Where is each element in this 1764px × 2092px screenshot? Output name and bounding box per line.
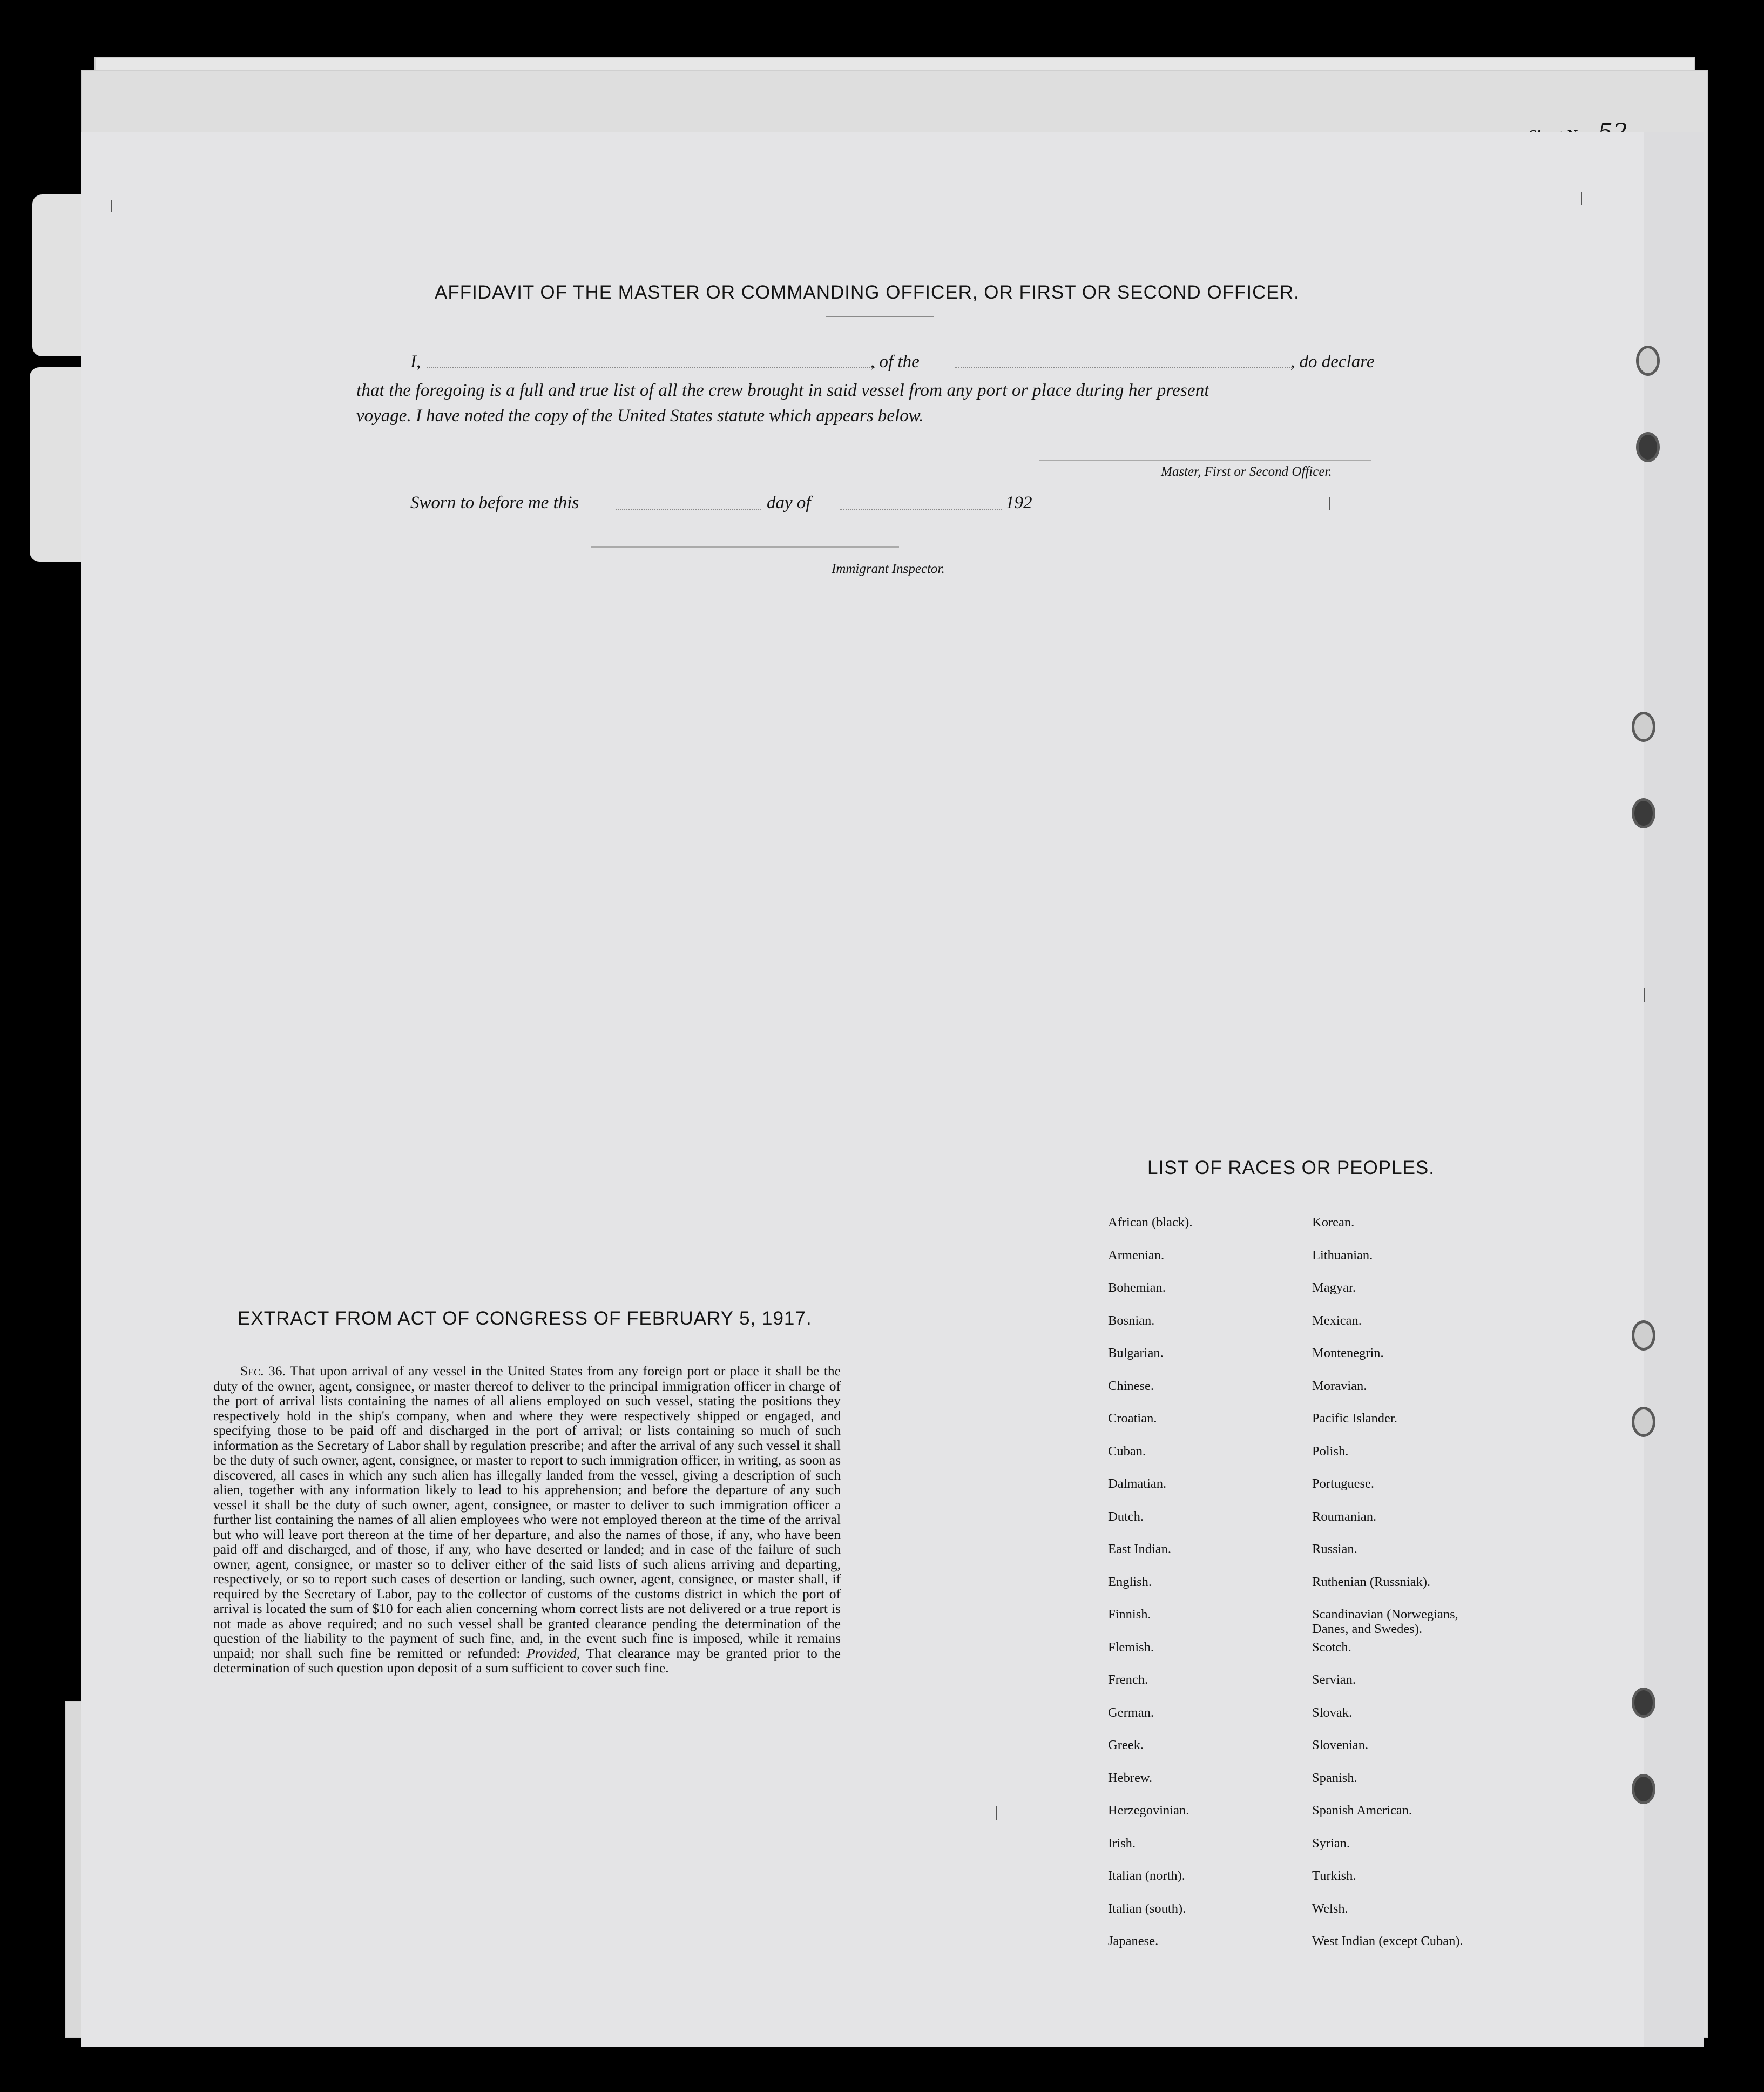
race-item: Magyar. <box>1312 1280 1356 1295</box>
sworn-month-field[interactable] <box>840 509 1002 510</box>
race-item: West Indian (except Cuban). <box>1312 1934 1463 1948</box>
race-item: Greek. <box>1108 1738 1144 1752</box>
race-item: Finnish. <box>1108 1607 1151 1622</box>
race-item: German. <box>1108 1705 1154 1720</box>
race-item: Bohemian. <box>1108 1280 1166 1295</box>
punch-hole <box>1636 432 1660 462</box>
race-item: Roumanian. <box>1312 1509 1377 1524</box>
race-item: Dalmatian. <box>1108 1476 1167 1491</box>
race-item: East Indian. <box>1108 1542 1172 1556</box>
officer-signature-field[interactable] <box>1039 460 1371 461</box>
punch-hole <box>1636 346 1660 376</box>
race-item: Slovenian. <box>1312 1738 1369 1752</box>
punch-hole <box>1632 1320 1655 1351</box>
margin-mark <box>111 200 112 212</box>
margin-mark <box>1329 497 1330 510</box>
extract-title: EXTRACT FROM ACT OF CONGRESS OF FEBRUARY 5, 1917. <box>238 1308 812 1329</box>
race-item: Pacific Islander. <box>1312 1411 1397 1426</box>
race-item: Italian (south). <box>1108 1901 1186 1916</box>
race-item: Armenian. <box>1108 1247 1165 1263</box>
page-edge <box>1644 132 1704 2047</box>
sworn-year: 192 <box>1005 493 1032 512</box>
race-item: Bulgarian. <box>1108 1346 1164 1360</box>
affidavit-line-start: I, <box>410 352 421 372</box>
vessel-field[interactable] <box>955 367 1292 368</box>
race-item: Syrian. <box>1312 1835 1350 1851</box>
race-item: Portuguese. <box>1312 1476 1374 1491</box>
margin-mark <box>1644 988 1645 1002</box>
race-item: Cuban. <box>1108 1443 1146 1459</box>
sworn-day-field[interactable] <box>616 509 761 510</box>
race-item: Servian. <box>1312 1672 1356 1687</box>
officer-signature-label: Master, First or Second Officer. <box>1161 464 1332 479</box>
race-item: Croatian. <box>1108 1411 1157 1426</box>
race-item: Chinese. <box>1108 1378 1154 1393</box>
margin-mark <box>996 1806 997 1820</box>
race-item: Italian (north). <box>1108 1868 1185 1883</box>
race-item: Mexican. <box>1312 1313 1362 1328</box>
race-item: Bosnian. <box>1108 1313 1155 1328</box>
race-item: Scandinavian (Norwegians, Danes, and Swedes). <box>1312 1607 1458 1636</box>
race-item: Dutch. <box>1108 1509 1144 1524</box>
race-item: Herzegovinian. <box>1108 1803 1189 1818</box>
affidavit-statement-cont: voyage. I have noted the copy of the United States statute which appears below. <box>356 406 924 426</box>
race-item: Montenegrin. <box>1312 1346 1384 1360</box>
race-item: Turkish. <box>1312 1868 1356 1883</box>
section-body: That upon arrival of any vessel in the United States from any foreign port or place it shall be the duty of the owner, agent, consignee, or master thereof to deliver to the principal immigration officer in charge of the port of arrival lists containing the names of all aliens employed on such vessel, stating the positions they respectively hold in the ship's company, when and where they were respectively shipped or engaged, and specifying those to be paid off and discharged in the port of arrival; or lists containing so much of such information as the Secretary of Labor shall by regulation prescribe; and after the arrival of any such vessel it shall be the duty of such owner, agent, consignee, or master to report to such immigration officer, in writing, as soon as discovered, all cases in which any such alien has illegally landed from the vessel, giving a description of such alien, together with any information likely to lead to his apprehension; and before the departure of any such vessel it shall be the duty of such owner, agent, consignee, or master to deliver to such immigration officer a further list containing the names of all alien employees who were not employed thereon at the time of the arrival but who will leave port thereon at the time of her departure, and also the names of those, if any, who have been paid off and discharged, and of those, if any, who have deserted or landed; and in case of the failure of such owner, agent, consignee, or master so to deliver either of the said lists of such aliens arriving and departing, respectively, or so to report such cases of desertion or landing, such owner, agent, consignee, or master shall, if required by the Secretary of Labor, pay to the collector of customs of the customs district in which the port of arrival is located the sum of $10 for each alien concerning whom correct lists are not delivered or a true report is not made as above required; and no such vessel shall be granted clearance pending the determination of the question of the liability to the payment of such fine, and, in the event such fine is imposed, while it remains unpaid; nor shall such fine be remitted or refunded: <box>213 1363 841 1661</box>
race-item: Slovak. <box>1312 1705 1353 1720</box>
proviso-word: Provided, <box>526 1645 580 1661</box>
race-item: Spanish American. <box>1312 1803 1412 1818</box>
punch-hole <box>1632 712 1655 742</box>
race-item: Spanish. <box>1312 1770 1357 1785</box>
race-item: Lithuanian. <box>1312 1247 1373 1263</box>
margin-mark <box>1581 192 1582 205</box>
race-item: Polish. <box>1312 1443 1349 1459</box>
race-item: Welsh. <box>1312 1901 1348 1916</box>
race-item: Moravian. <box>1312 1378 1367 1393</box>
sworn-statement: Sworn to before me this <box>410 493 579 512</box>
sworn-day-of: day of <box>767 493 811 512</box>
extract-section-text <box>213 1364 841 1676</box>
race-item: Hebrew. <box>1108 1770 1153 1785</box>
race-item: English. <box>1108 1574 1152 1589</box>
affidavit-line-mid: , of the <box>870 352 920 372</box>
name-field[interactable] <box>427 367 875 368</box>
section-body-end: That clearance may be granted prior to the determination of such question upon deposit of a sum sufficient to cover such fine. <box>213 1645 841 1676</box>
race-item: Scotch. <box>1312 1639 1351 1655</box>
race-item: French. <box>1108 1672 1148 1687</box>
section-number: Sec. 36. <box>240 1363 286 1379</box>
affidavit-title: AFFIDAVIT OF THE MASTER OR COMMANDING OFFICER, OR FIRST OR SECOND OFFICER. <box>435 282 1300 303</box>
inspector-signature-field[interactable] <box>591 546 899 548</box>
punch-hole <box>1632 1407 1655 1437</box>
punch-hole <box>1632 1774 1655 1804</box>
race-item: Flemish. <box>1108 1639 1154 1655</box>
race-item: Ruthenian (Russniak). <box>1312 1574 1431 1589</box>
race-item: Korean. <box>1312 1215 1355 1230</box>
affidavit-statement: that the foregoing is a full and true list of all the crew brought in said vessel from any port or place during her present <box>356 381 1209 400</box>
punch-hole <box>1632 798 1655 828</box>
affidavit-line-end: , do declare <box>1290 352 1375 372</box>
race-item: Japanese. <box>1108 1934 1159 1948</box>
title-divider <box>826 316 934 317</box>
races-title: LIST OF RACES OR PEOPLES. <box>1147 1157 1435 1178</box>
race-item: Irish. <box>1108 1835 1136 1851</box>
race-item: African (black). <box>1108 1215 1193 1230</box>
punch-hole <box>1632 1688 1655 1718</box>
race-item: Russian. <box>1312 1542 1357 1556</box>
inspector-label: Immigrant Inspector. <box>832 562 945 576</box>
